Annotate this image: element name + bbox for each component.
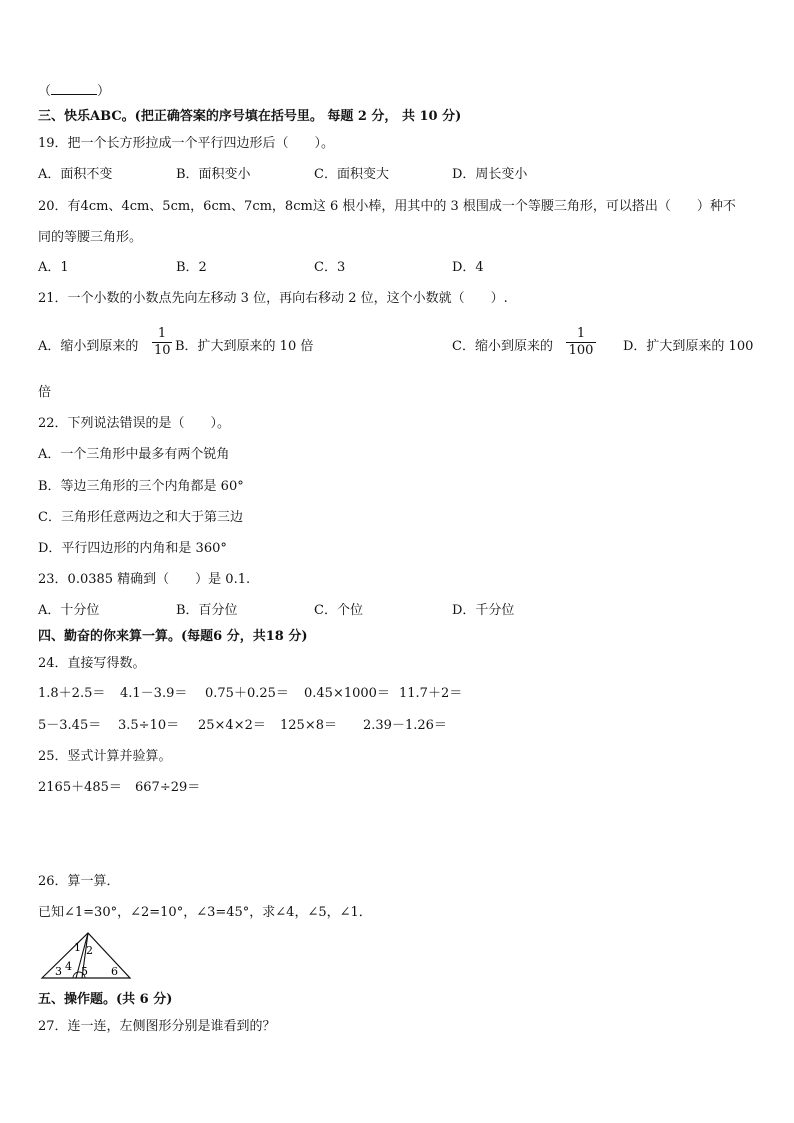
blank-close-paren: ）: [97, 84, 111, 99]
q24-expr-1: 1.8＋2.5＝: [38, 686, 106, 701]
q24-expr-9: 125×8＝: [280, 718, 337, 733]
q20-text-line1: 20．有4cm、4cm、5cm，6cm、7cm，8cm这 6 根小棒，用其中的 3 根围成一个等腰三角形，可以搭出（ ）种不: [38, 199, 736, 214]
q22-option-c: C．三角形任意两边之和大于第三边: [38, 510, 243, 525]
q21-option-d-cont: 倍: [38, 385, 52, 400]
blank-open-paren: （: [38, 84, 52, 99]
answer-blank: [38, 82, 110, 101]
q21-option-c: C．缩小到原来的: [452, 339, 553, 354]
q24-expr-6: 5－3.45＝: [38, 718, 102, 733]
q21-text: 21．一个小数的小数点先向左移动 3 位，再向右移动 2 位，这个小数就（ ）.: [38, 291, 508, 306]
q24-expr-3: 0.75＋0.25＝: [205, 686, 289, 701]
q24-expr-5: 11.7＋2＝: [399, 686, 463, 701]
q20-option-b: B．2: [176, 260, 207, 275]
angle-label-3: 3: [55, 965, 62, 978]
q19-option-a: A．面积不变: [38, 167, 113, 182]
q23-option-b: B．百分位: [176, 603, 238, 618]
q21-fraction-c: [566, 326, 596, 359]
q26-text: 26．算一算．: [38, 874, 120, 889]
angle-label-5: 5: [81, 965, 88, 978]
q23-option-c: C．个位: [314, 603, 363, 618]
q20-option-d: D．4: [452, 260, 484, 275]
angle-label-1: 1: [74, 941, 81, 954]
fraction-c-denominator: 100: [568, 343, 594, 358]
angle-label-4: 4: [65, 960, 72, 973]
fraction-a-numerator: 1: [152, 326, 172, 343]
q19-option-d: D．周长变小: [452, 167, 528, 182]
section4-heading: 四、勤奋的你来算一算。(每题6 分，共18 分): [38, 629, 308, 644]
q23-option-a: A．十分位: [38, 603, 100, 618]
q21-fraction-a: [152, 326, 172, 359]
q26-given: 已知∠1=30°，∠2=10°，∠3=45°，求∠4，∠5，∠1．: [38, 905, 372, 920]
section5-heading: 五、操作题。(共 6 分): [38, 992, 173, 1007]
q27-text: 27．连一连，左侧图形分别是谁看到的？: [38, 1019, 276, 1034]
q20-text-line2: 同的等腰三角形。: [38, 230, 143, 245]
q25-expr-2: 667÷29＝: [135, 780, 201, 795]
triangle-diagram: [38, 930, 138, 982]
angle-label-2: 2: [86, 944, 93, 957]
q21-option-d: D．扩大到原来的 100: [623, 339, 754, 354]
q24-expr-7: 3.5÷10＝: [118, 718, 180, 733]
q23-text: 23．0.0385 精确到（ ）是 0.1.: [38, 572, 251, 587]
q21-option-b: B．扩大到原来的 10 倍: [175, 339, 314, 354]
q20-option-a: A．1: [38, 260, 69, 275]
q23-option-d: D．千分位: [452, 603, 515, 618]
q22-text: 22．下列说法错误的是（ ）。: [38, 416, 231, 431]
q22-option-d: D．平行四边形的内角和是 360°: [38, 541, 227, 556]
q25-text: 25．竖式计算并验算。: [38, 749, 172, 764]
blank-line: [51, 82, 97, 95]
section3-heading: 三、快乐ABC。(把正确答案的序号填在括号里。 每题 2 分， 共 10 分): [38, 109, 462, 124]
q24-text: 24．直接写得数。: [38, 656, 146, 671]
fraction-c-numerator: 1: [566, 326, 596, 343]
q24-expr-10: 2.39－1.26＝: [363, 718, 447, 733]
q22-option-b: B．等边三角形的三个内角都是 60°: [38, 479, 244, 494]
q24-expr-8: 25×4×2＝: [198, 718, 266, 733]
q22-option-a: A．一个三角形中最多有两个锐角: [38, 447, 230, 462]
q19-option-c: C．面积变大: [314, 167, 389, 182]
q24-expr-2: 4.1－3.9＝: [120, 686, 188, 701]
q19-option-b: B．面积变小: [176, 167, 251, 182]
q24-expr-4: 0.45×1000＝: [304, 686, 390, 701]
q25-expr-1: 2165＋485＝: [38, 780, 122, 795]
q19-text: 19．把一个长方形拉成一个平行四边形后（ ）。: [38, 136, 335, 151]
q21-option-a: A．缩小到原来的: [38, 339, 139, 354]
fraction-a-denominator: 10: [154, 343, 171, 358]
q20-option-c: C．3: [314, 260, 346, 275]
angle-label-6: 6: [111, 965, 118, 978]
